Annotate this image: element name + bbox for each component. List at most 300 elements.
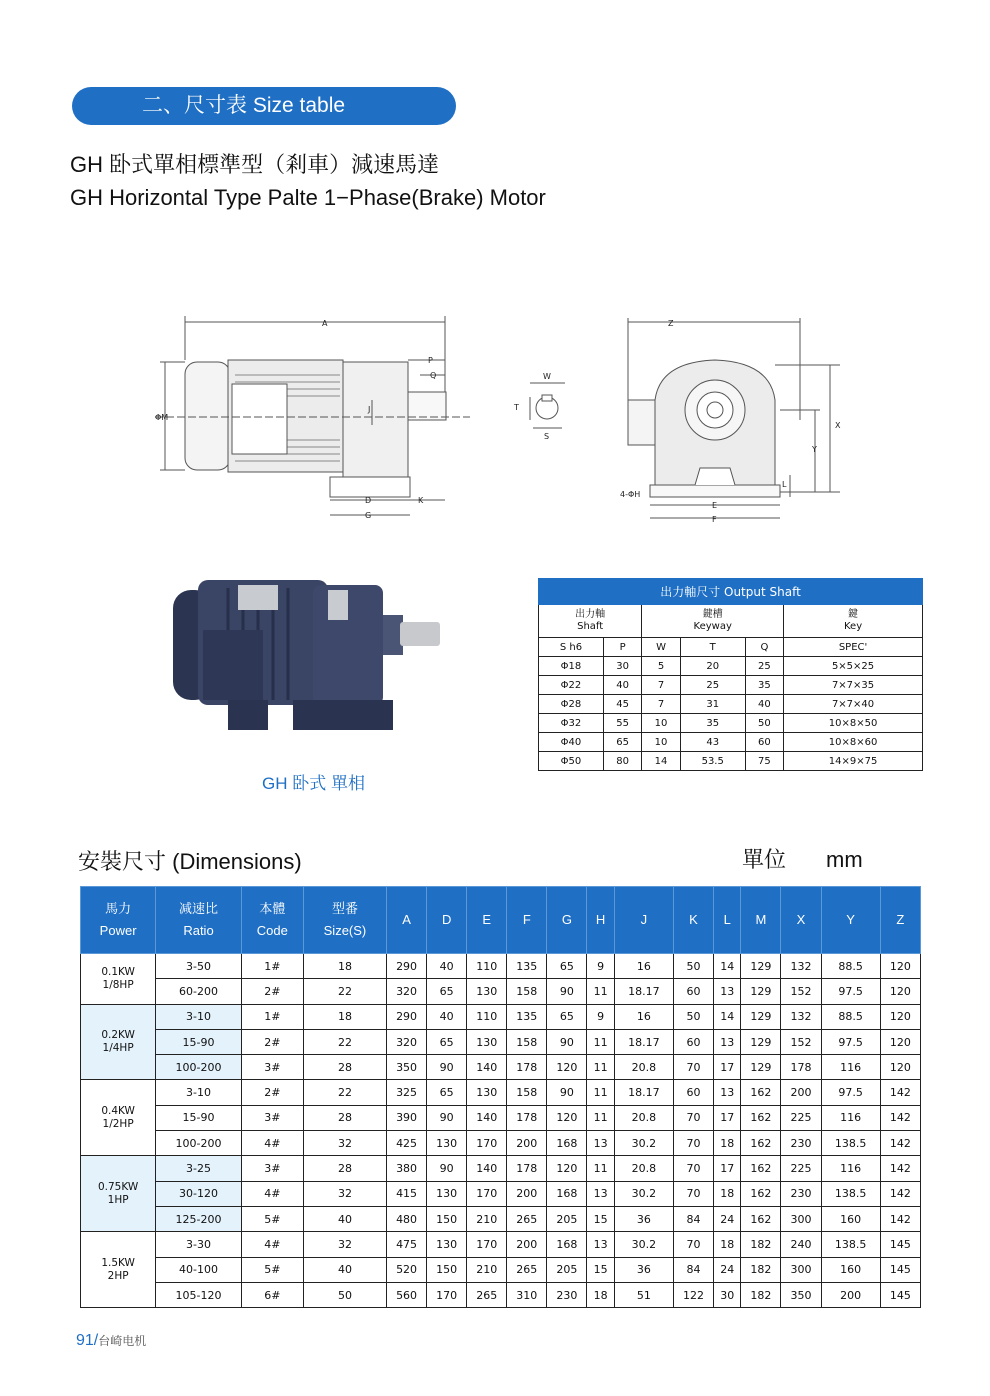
dim-cell: 24 <box>714 1206 741 1231</box>
dim-cell: 13 <box>587 1232 614 1257</box>
dim-col-header <box>714 887 741 954</box>
dim-cell: 20.8 <box>614 1105 673 1130</box>
dim-cell: 22 <box>303 1080 386 1105</box>
dim-cell: 230 <box>781 1181 821 1206</box>
dim-cell: 22 <box>303 1029 386 1054</box>
dim-cell: 142 <box>880 1206 920 1231</box>
ratio-cell: 3-10 <box>156 1080 242 1105</box>
dim-cell: 200 <box>507 1131 547 1156</box>
dim-col-header-en: J <box>640 912 648 927</box>
dim-cell: 70 <box>673 1156 713 1181</box>
dim-cell: 170 <box>467 1131 507 1156</box>
dim-cell: 210 <box>467 1206 507 1231</box>
dim-cell: 320 <box>387 979 427 1004</box>
dim-row <box>81 1055 921 1080</box>
shaft-cell: 35 <box>680 714 745 733</box>
dim-cell: 90 <box>427 1156 467 1181</box>
power-kw: 0.1KW <box>101 965 135 978</box>
dim-cell: 129 <box>741 954 781 979</box>
dim-cell: 90 <box>547 979 587 1004</box>
dim-cell: 168 <box>547 1131 587 1156</box>
dim-col-header <box>387 887 427 954</box>
dim-cell: 240 <box>781 1232 821 1257</box>
dim-cell: 140 <box>467 1105 507 1130</box>
dim-cell: 18.17 <box>614 1080 673 1105</box>
dim-cell: 28 <box>303 1105 386 1130</box>
shaft-cell: 14 <box>642 752 680 771</box>
dim-cell: 145 <box>880 1232 920 1257</box>
dim-cell: 84 <box>673 1206 713 1231</box>
power-cell <box>81 954 156 1005</box>
dim-col-header <box>821 887 880 954</box>
shaft-row <box>539 714 923 733</box>
dim-cell: 40 <box>427 954 467 979</box>
dim-cell: 380 <box>387 1156 427 1181</box>
dim-cell: 120 <box>547 1105 587 1130</box>
ratio-cell: 3-50 <box>156 954 242 979</box>
dim-cell: 265 <box>507 1206 547 1231</box>
dim-cell: 13 <box>714 1029 741 1054</box>
shaft-row <box>539 752 923 771</box>
dim-cell: 560 <box>387 1282 427 1307</box>
dim-cell: 140 <box>467 1156 507 1181</box>
dim-cell: 182 <box>741 1257 781 1282</box>
shaft-cell: 60 <box>745 733 783 752</box>
dim-cell: 150 <box>427 1257 467 1282</box>
dim-cell: 475 <box>387 1232 427 1257</box>
dim-cell: 310 <box>507 1282 547 1307</box>
shaft-cell: 65 <box>603 733 641 752</box>
dim-cell: 152 <box>781 1029 821 1054</box>
dim-cell: 11 <box>587 1055 614 1080</box>
dim-cell: 9 <box>587 1004 614 1029</box>
dim-cell: 4# <box>241 1181 303 1206</box>
dim-cell: 182 <box>741 1282 781 1307</box>
dim-row <box>81 1232 921 1257</box>
ratio-cell: 40-100 <box>156 1257 242 1282</box>
dimensions-table <box>80 886 921 1308</box>
ratio-cell: 15-90 <box>156 1105 242 1130</box>
dim-cell: 390 <box>387 1105 427 1130</box>
dim-col-header-en: Ratio <box>183 923 214 938</box>
ratio-cell: 125-200 <box>156 1206 242 1231</box>
dim-col-header <box>507 887 547 954</box>
dim-cell: 230 <box>781 1131 821 1156</box>
dim-cell: 520 <box>387 1257 427 1282</box>
dim-cell: 11 <box>587 1029 614 1054</box>
power-kw: 0.75KW <box>97 1180 139 1193</box>
dim-cell: 138.5 <box>821 1181 880 1206</box>
dim-cell: 30.2 <box>614 1131 673 1156</box>
dim-cell: 3# <box>241 1055 303 1080</box>
dim-cell: 13 <box>714 1080 741 1105</box>
dim-cell: 205 <box>547 1206 587 1231</box>
dim-cell: 90 <box>547 1029 587 1054</box>
ratio-cell: 15-90 <box>156 1029 242 1054</box>
dim-cell: 70 <box>673 1232 713 1257</box>
dim-cell: 9 <box>587 954 614 979</box>
dim-col-header <box>587 887 614 954</box>
dim-cell: 90 <box>547 1080 587 1105</box>
dim-col-header-en: E <box>482 912 492 927</box>
dim-cell: 2# <box>241 1029 303 1054</box>
dim-row <box>81 1131 921 1156</box>
label-z: Z <box>668 319 674 328</box>
dim-cell: 2# <box>241 979 303 1004</box>
dim-cell: 120 <box>547 1055 587 1080</box>
dim-cell: 130 <box>467 979 507 1004</box>
motor-photo <box>168 560 448 760</box>
shaft-cell: 10×8×60 <box>784 733 923 752</box>
dim-col-header <box>781 887 821 954</box>
dim-col-header-en: A <box>402 912 411 927</box>
label-m: ΦM <box>155 413 169 422</box>
dim-cell: 135 <box>507 954 547 979</box>
ratio-cell: 3-30 <box>156 1232 242 1257</box>
label-l: L <box>782 480 787 489</box>
dim-row <box>81 1206 921 1231</box>
dim-cell: 5# <box>241 1206 303 1231</box>
shaft-col-header: Q <box>745 638 783 657</box>
dim-cell: 40 <box>303 1206 386 1231</box>
dim-row <box>81 1105 921 1130</box>
shaft-cell: 7 <box>642 676 680 695</box>
dim-cell: 51 <box>614 1282 673 1307</box>
power-cell <box>81 1004 156 1080</box>
dim-cell: 18 <box>587 1282 614 1307</box>
dim-cell: 97.5 <box>821 1080 880 1105</box>
dim-cell: 30.2 <box>614 1181 673 1206</box>
shaft-cell: 25 <box>680 676 745 695</box>
dim-cell: 97.5 <box>821 1029 880 1054</box>
dim-cell: 110 <box>467 1004 507 1029</box>
page-number: 91/ <box>76 1332 99 1349</box>
dim-cell: 36 <box>614 1257 673 1282</box>
dim-cell: 300 <box>781 1206 821 1231</box>
dim-col-header-en: X <box>796 912 806 927</box>
shaft-group-en: Shaft <box>577 621 604 632</box>
dim-cell: 210 <box>467 1257 507 1282</box>
dim-row <box>81 1257 921 1282</box>
dim-cell: 142 <box>880 1156 920 1181</box>
dim-cell: 182 <box>741 1232 781 1257</box>
dim-cell: 178 <box>507 1105 547 1130</box>
dim-cell: 4# <box>241 1232 303 1257</box>
dim-cell: 60 <box>673 979 713 1004</box>
power-kw: 1.5KW <box>101 1256 135 1269</box>
key-group-cn: 鍵 <box>848 609 859 620</box>
dim-cell: 122 <box>673 1282 713 1307</box>
dim-col-header <box>614 887 673 954</box>
dim-cell: 116 <box>821 1105 880 1130</box>
keyway-group-header <box>642 605 784 638</box>
dim-row <box>81 979 921 1004</box>
dim-cell: 16 <box>614 1004 673 1029</box>
dim-cell: 168 <box>547 1232 587 1257</box>
dim-cell: 178 <box>507 1156 547 1181</box>
shaft-cell: 10 <box>642 714 680 733</box>
dim-cell: 120 <box>880 1004 920 1029</box>
shaft-cell: 45 <box>603 695 641 714</box>
dim-cell: 5# <box>241 1257 303 1282</box>
power-cell <box>81 1156 156 1232</box>
dim-col-header-en: Code <box>256 923 288 938</box>
dim-cell: 17 <box>714 1156 741 1181</box>
dim-cell: 14 <box>714 954 741 979</box>
dim-cell: 120 <box>547 1156 587 1181</box>
dim-cell: 415 <box>387 1181 427 1206</box>
dim-cell: 350 <box>387 1055 427 1080</box>
power-cell <box>81 1080 156 1156</box>
dim-cell: 290 <box>387 954 427 979</box>
shaft-table-caption: 出力軸尺寸 Output Shaft <box>539 579 923 605</box>
dim-cell: 130 <box>427 1181 467 1206</box>
dim-cell: 205 <box>547 1257 587 1282</box>
dim-cell: 14 <box>714 1004 741 1029</box>
power-hp: 1/8HP <box>102 978 134 991</box>
dim-cell: 129 <box>741 1004 781 1029</box>
dim-cell: 480 <box>387 1206 427 1231</box>
shaft-cell: 40 <box>603 676 641 695</box>
dim-cell: 130 <box>427 1232 467 1257</box>
label-d: D <box>365 496 372 505</box>
shaft-col-header: P <box>603 638 641 657</box>
shaft-cell: 75 <box>745 752 783 771</box>
dim-col-header <box>467 887 507 954</box>
dim-cell: 18 <box>714 1232 741 1257</box>
dim-cell: 16 <box>614 954 673 979</box>
power-hp: 1/4HP <box>102 1042 134 1055</box>
dim-cell: 30.2 <box>614 1232 673 1257</box>
dim-cell: 200 <box>507 1181 547 1206</box>
dim-cell: 18 <box>714 1181 741 1206</box>
shaft-cell: 7×7×40 <box>784 695 923 714</box>
dim-cell: 138.5 <box>821 1232 880 1257</box>
dim-cell: 170 <box>467 1181 507 1206</box>
dim-cell: 116 <box>821 1055 880 1080</box>
dimensions-title: 安裝尺寸 (Dimensions) <box>78 849 302 874</box>
dim-col-header-cn: 减速比 <box>179 901 219 916</box>
dim-cell: 15 <box>587 1206 614 1231</box>
dim-cell: 11 <box>587 1105 614 1130</box>
ratio-cell: 3-25 <box>156 1156 242 1181</box>
dim-cell: 32 <box>303 1181 386 1206</box>
dim-cell: 129 <box>741 1029 781 1054</box>
dim-cell: 178 <box>781 1055 821 1080</box>
dim-cell: 18.17 <box>614 979 673 1004</box>
dim-cell: 18.17 <box>614 1029 673 1054</box>
output-shaft-table <box>538 578 923 771</box>
dim-cell: 40 <box>427 1004 467 1029</box>
dimension-drawing <box>0 300 990 535</box>
shaft-cell: 5 <box>642 657 680 676</box>
dim-cell: 132 <box>781 954 821 979</box>
product-title-en: GH Horizontal Type Palte 1−Phase(Brake) Motor <box>70 185 546 210</box>
shaft-cell: Φ50 <box>539 752 604 771</box>
ratio-cell: 100-200 <box>156 1131 242 1156</box>
shaft-row <box>539 676 923 695</box>
shaft-cell: 30 <box>603 657 641 676</box>
shaft-cell: 25 <box>745 657 783 676</box>
dim-cell: 17 <box>714 1105 741 1130</box>
dim-cell: 138.5 <box>821 1131 880 1156</box>
label-q: Q <box>430 371 437 380</box>
dim-cell: 200 <box>507 1232 547 1257</box>
dim-cell: 50 <box>673 1004 713 1029</box>
dim-cell: 22 <box>303 979 386 1004</box>
label-x: X <box>835 421 841 430</box>
dim-cell: 32 <box>303 1131 386 1156</box>
dim-cell: 11 <box>587 1156 614 1181</box>
dim-col-header-en: H <box>595 912 606 927</box>
dim-cell: 158 <box>507 1080 547 1105</box>
dim-cell: 13 <box>714 979 741 1004</box>
dim-cell: 3# <box>241 1156 303 1181</box>
dim-cell: 170 <box>427 1282 467 1307</box>
dim-cell: 320 <box>387 1029 427 1054</box>
shaft-group-cn: 出力軸 <box>575 609 606 620</box>
dim-cell: 162 <box>741 1080 781 1105</box>
dim-col-header-cn: 型番 <box>331 901 358 916</box>
shaft-col-header: W <box>642 638 680 657</box>
dim-col-header-en: Z <box>896 912 905 927</box>
dim-cell: 18 <box>714 1131 741 1156</box>
dim-cell: 178 <box>507 1055 547 1080</box>
product-title-cn: GH 卧式單相標準型（剎車）減速馬達 <box>70 152 440 177</box>
shaft-cell: 80 <box>603 752 641 771</box>
dim-cell: 162 <box>741 1181 781 1206</box>
dim-cell: 130 <box>467 1029 507 1054</box>
section-label: 二、尺寸表 Size table <box>72 87 456 125</box>
power-cell <box>81 1232 156 1308</box>
dim-cell: 145 <box>880 1257 920 1282</box>
dim-cell: 70 <box>673 1055 713 1080</box>
dim-cell: 20.8 <box>614 1055 673 1080</box>
shaft-cell: 14×9×75 <box>784 752 923 771</box>
dim-cell: 50 <box>673 954 713 979</box>
dim-cell: 11 <box>587 1080 614 1105</box>
ratio-cell: 3-10 <box>156 1004 242 1029</box>
dim-cell: 50 <box>303 1282 386 1307</box>
dim-cell: 225 <box>781 1105 821 1130</box>
dim-cell: 200 <box>781 1080 821 1105</box>
dim-cell: 60 <box>673 1029 713 1054</box>
dim-cell: 30 <box>714 1282 741 1307</box>
unit-label: 單位 <box>742 847 787 872</box>
dim-cell: 13 <box>587 1131 614 1156</box>
dim-cell: 129 <box>741 1055 781 1080</box>
dim-col-header-en: F <box>522 912 531 927</box>
power-kw: 0.4KW <box>101 1104 135 1117</box>
dim-cell: 142 <box>880 1105 920 1130</box>
shaft-cell: 53.5 <box>680 752 745 771</box>
label-p: P <box>428 356 433 365</box>
dim-cell: 70 <box>673 1181 713 1206</box>
dim-cell: 65 <box>427 1029 467 1054</box>
dim-cell: 425 <box>387 1131 427 1156</box>
dim-col-header <box>741 887 781 954</box>
dim-cell: 265 <box>507 1257 547 1282</box>
dim-cell: 90 <box>427 1105 467 1130</box>
shaft-cell: Φ28 <box>539 695 604 714</box>
dim-row <box>81 1156 921 1181</box>
dim-col-header <box>673 887 713 954</box>
dim-cell: 88.5 <box>821 1004 880 1029</box>
dim-col-header-en: Size(S) <box>323 923 367 938</box>
ratio-cell: 30-120 <box>156 1181 242 1206</box>
dim-cell: 350 <box>781 1282 821 1307</box>
dim-cell: 65 <box>427 1080 467 1105</box>
label-y: Y <box>812 445 817 454</box>
dim-row <box>81 1080 921 1105</box>
dim-cell: 88.5 <box>821 954 880 979</box>
dim-cell: 160 <box>821 1206 880 1231</box>
ratio-cell: 105-120 <box>156 1282 242 1307</box>
shaft-row <box>539 733 923 752</box>
dim-cell: 300 <box>781 1257 821 1282</box>
dim-cell: 110 <box>467 954 507 979</box>
dim-cell: 70 <box>673 1105 713 1130</box>
dim-cell: 90 <box>427 1055 467 1080</box>
dim-cell: 13 <box>587 1181 614 1206</box>
shaft-col-header: T <box>680 638 745 657</box>
dim-row <box>81 1181 921 1206</box>
dim-cell: 130 <box>467 1080 507 1105</box>
dim-cell: 200 <box>821 1282 880 1307</box>
dim-cell: 15 <box>587 1257 614 1282</box>
label-g: G <box>365 511 372 520</box>
dim-cell: 36 <box>614 1206 673 1231</box>
power-hp: 1HP <box>107 1193 129 1206</box>
dim-col-header-cn: 馬力 <box>105 901 132 916</box>
dim-cell: 65 <box>427 979 467 1004</box>
dim-row <box>81 1029 921 1054</box>
dim-col-header <box>303 887 386 954</box>
shaft-cell: 20 <box>680 657 745 676</box>
shaft-cell: 31 <box>680 695 745 714</box>
motor-caption: GH 卧式 單相 <box>262 774 365 793</box>
dim-cell: 65 <box>547 1004 587 1029</box>
dim-cell: 11 <box>587 979 614 1004</box>
dim-cell: 6# <box>241 1282 303 1307</box>
dim-cell: 84 <box>673 1257 713 1282</box>
dim-col-header-en: G <box>561 912 572 927</box>
dim-cell: 120 <box>880 1029 920 1054</box>
dim-col-header-en: Power <box>99 923 137 938</box>
dim-cell: 162 <box>741 1206 781 1231</box>
dim-cell: 1# <box>241 1004 303 1029</box>
dim-cell: 130 <box>427 1131 467 1156</box>
shaft-group-header <box>539 605 642 638</box>
dim-col-header-en: K <box>689 912 698 927</box>
dim-cell: 70 <box>673 1131 713 1156</box>
dim-cell: 40 <box>303 1257 386 1282</box>
dim-cell: 120 <box>880 954 920 979</box>
dim-cell: 142 <box>880 1080 920 1105</box>
dim-cell: 158 <box>507 979 547 1004</box>
dim-col-header-en: M <box>755 912 767 927</box>
dim-cell: 18 <box>303 954 386 979</box>
shaft-cell: Φ32 <box>539 714 604 733</box>
dim-cell: 65 <box>547 954 587 979</box>
dim-cell: 150 <box>427 1206 467 1231</box>
shaft-cell: 43 <box>680 733 745 752</box>
dim-cell: 60 <box>673 1080 713 1105</box>
shaft-col-header: S h6 <box>539 638 604 657</box>
dim-cell: 1# <box>241 954 303 979</box>
dim-cell: 225 <box>781 1156 821 1181</box>
dim-cell: 20.8 <box>614 1156 673 1181</box>
